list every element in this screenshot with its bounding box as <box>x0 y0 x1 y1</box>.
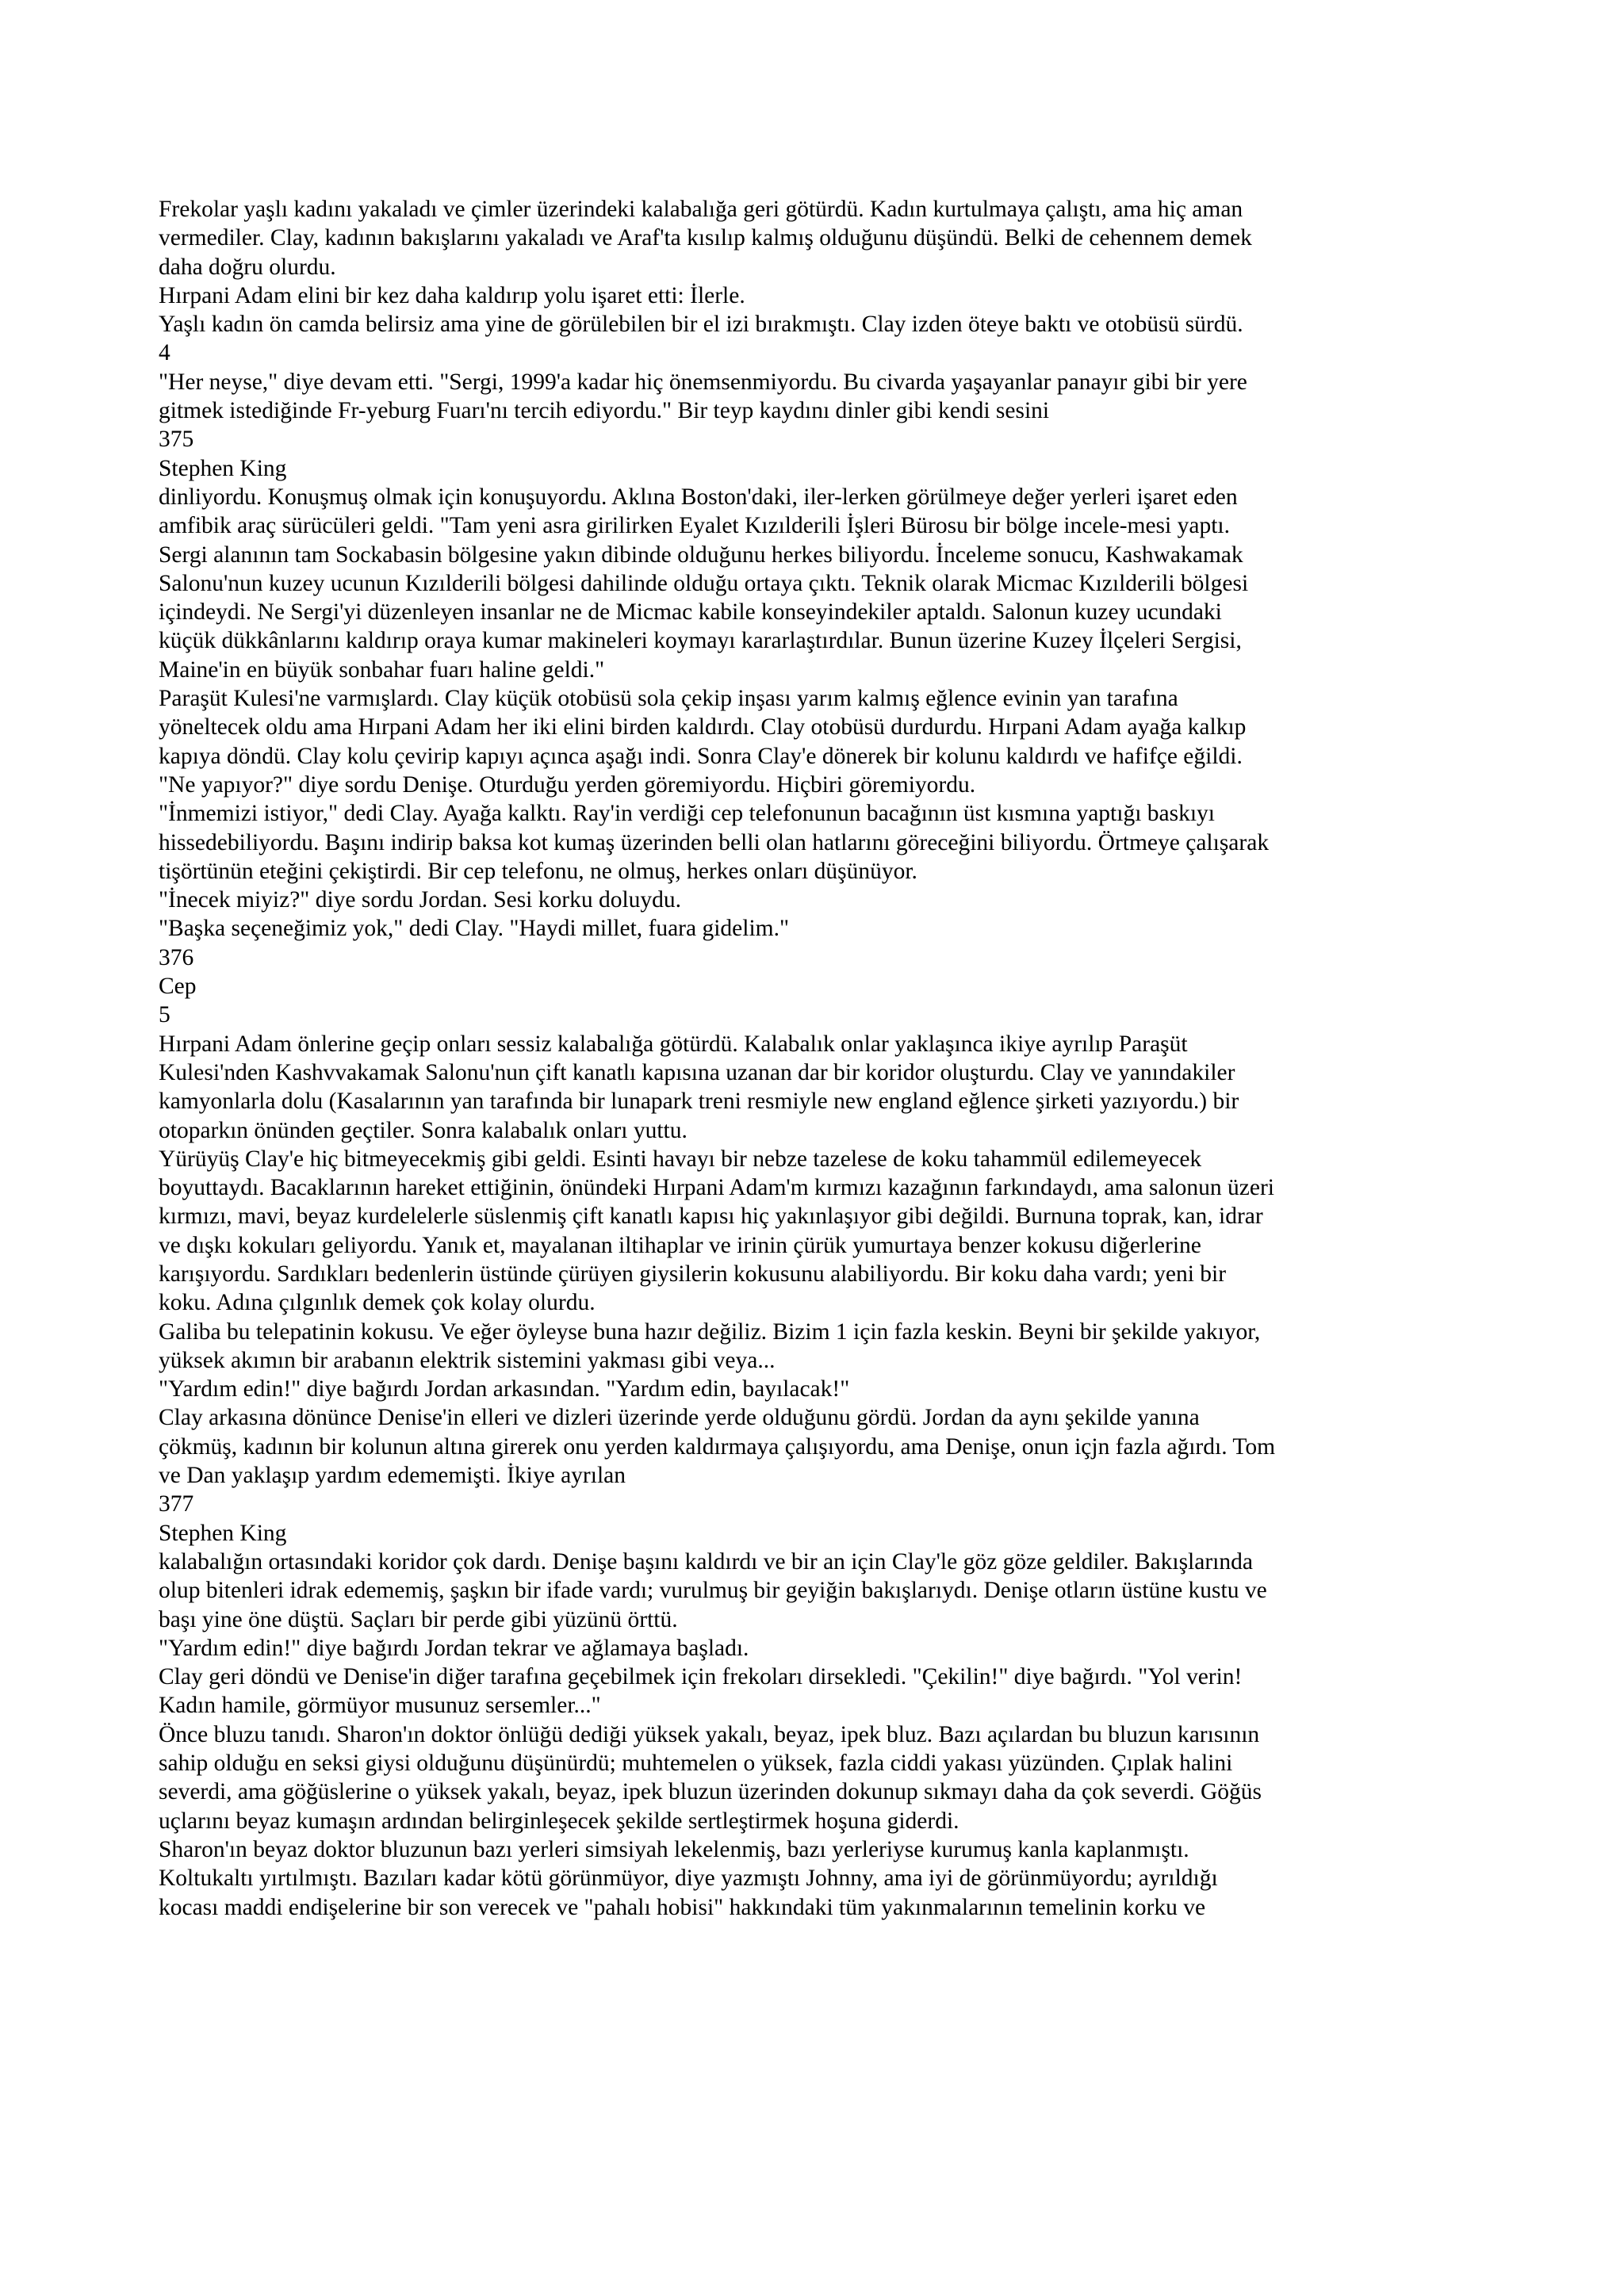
text-line: 375 <box>159 427 194 453</box>
text-line: Galiba bu telepatinin kokusu. Ve eğer öyleyse buna hazır değiliz. Bizim 1 için fazla keskin. Beyni bir şekilde yakıyor, <box>159 1318 1261 1345</box>
text-line: Kulesi'nden Kashvvakamak Salonu'nun çift kanatlı kapısına uzanan dar bir koridor oluşturdu. Clay ve yanındakiler <box>159 1059 1235 1085</box>
text-line: uçlarını beyaz kumaşın ardından belirginleşecek şekilde sertleştirmek hoşuna giderdi. <box>159 1808 959 1834</box>
text-line: olup bitenleri idrak edememiş, şaşkın bir ifade vardı; vurulmuş bir geyiğin bakışlarıydı. Denişe otların üstüne kustu ve <box>159 1578 1267 1604</box>
text-line: hissedebiliyordu. Başını indirip baksa kot kumaş üzerinden belli olan hatlarını göreceğini biliyordu. Örtmeye çalışarak <box>159 829 1270 855</box>
text-line: amfibik araç sürücüleri geldi. "Tam yeni asra girilirken Eyalet Kızılderili İşleri Bürosu bir bölge incele-mesi yaptı. <box>159 513 1230 539</box>
text-line: severdi, ama göğüslerine o yüksek yakalı, beyaz, ipek bluzun üzerinden dokunup sıkmayı daha da çok severdi. Göğüs <box>159 1779 1262 1805</box>
text-line: Kadın hamile, görmüyor musunuz sersemler..." <box>159 1693 601 1719</box>
text-line: vermediler. Clay, kadının bakışlarını yakaladı ve Araf'ta kısılıp kalmış olduğunu düşündü. Belki de cehennem demek <box>159 225 1252 251</box>
text-line: "Yardım edin!" diye bağırdı Jordan tekrar ve ağlamaya başladı. <box>159 1635 749 1661</box>
text-line: 4 <box>159 340 170 366</box>
text-line: çökmüş, kadının bir kolunun altına girerek onu yerden kaldırmaya çalışıyordu, ama Denişe, onun içjn fazla ağırdı. Tom <box>159 1433 1276 1460</box>
text-line: yöneltecek oldu ama Hırpani Adam her iki elini birden kaldırdı. Clay otobüsü durdurdu. Hırpani Adam ayağa kalkıp <box>159 714 1247 740</box>
text-line: Cep <box>159 974 197 1000</box>
text-line: boyuttaydı. Bacaklarının hareket ettiğinin, önündeki Hırpani Adam'm kırmızı kazağının farkındaydı, ama salonun üzeri <box>159 1175 1274 1201</box>
text-line: Hırpani Adam önlerine geçip onları sessiz kalabalığa götürdü. Kalabalık onlar yaklaşınca ikiye ayrılıp Paraşüt <box>159 1031 1188 1057</box>
text-line: karışıyordu. Sardıkları bedenlerin üstünde çürüyen giysilerin kokusunu alabiliyordu. Bir koku daha vardı; yeni bir <box>159 1261 1227 1287</box>
text-line: başı yine öne düştü. Saçları bir perde gibi yüzünü örttü. <box>159 1606 678 1632</box>
text-line: otoparkın önünden geçtiler. Sonra kalabalık onları yuttu. <box>159 1117 688 1143</box>
text-line: 5 <box>159 1002 170 1028</box>
text-line: "İnecek miyiz?" diye sordu Jordan. Sesi korku doluydu. <box>159 887 682 913</box>
text-line: Maine'in en büyük sonbahar fuarı haline geldi." <box>159 656 605 683</box>
text-line: içindeydi. Ne Sergi'yi düzenleyen insanlar ne de Micmac kabile konseyindekiler aptaldı. Salonun kuzey ucundaki <box>159 599 1222 626</box>
text-line: "Başka seçeneğimiz yok," dedi Clay. "Haydi millet, fuara gidelim." <box>159 916 790 942</box>
text-line: Stephen King <box>159 1520 287 1546</box>
text-line: Clay arkasına dönünce Denise'in elleri ve dizleri üzerinde yerde olduğunu gördü. Jordan da aynı şekilde yanına <box>159 1405 1200 1431</box>
text-line: Salonu'nun kuzey ucunun Kızılderili bölgesi dahilinde olduğu ortaya çıktı. Teknik olarak Micmac Kızılderili bölgesi <box>159 570 1249 596</box>
text-line: ve dışkı kokuları geliyordu. Yanık et, mayalanan iltihaplar ve irinin çürük yumurtaya benzer kokusu diğerlerine <box>159 1232 1201 1258</box>
text-line: yüksek akımın bir arabanın elektrik sistemini yakması gibi veya... <box>159 1347 776 1373</box>
text-line: Önce bluzu tanıdı. Sharon'ın doktor önlüğü dediği yüksek yakalı, beyaz, ipek bluz. Bazı açılardan bu bluzun karısının <box>159 1721 1260 1747</box>
text-line: kocası maddi endişelerine bir son verecek ve "pahalı hobisi" hakkındaki tüm yakınmalarının temelinin korku ve <box>159 1894 1206 1920</box>
text-line: 377 <box>159 1491 194 1517</box>
document-page <box>159 195 1475 1922</box>
text-line: 376 <box>159 944 194 970</box>
text-line: Stephen King <box>159 455 287 481</box>
text-line: Clay geri döndü ve Denise'in diğer tarafına geçebilmek için frekoları dirsekledi. "Çekilin!" diye bağırdı. "Yol verin! <box>159 1664 1243 1690</box>
text-line: Hırpani Adam elini bir kez daha kaldırıp yolu işaret etti: İlerle. <box>159 282 745 308</box>
text-line: "Her neyse," diye devam etti. "Sergi, 1999'a kadar hiç önemsenmiyordu. Bu civarda yaşayanlar panayır gibi bir yere <box>159 369 1247 395</box>
text-line: "İnmemizi istiyor," dedi Clay. Ayağa kalktı. Ray'in verdiği cep telefonunun bacağının üst kısmına yaptığı baskıyı <box>159 801 1215 827</box>
text-line: Paraşüt Kulesi'ne varmışlardı. Clay küçük otobüsü sola çekip inşası yarım kalmış eğlence evinin yan tarafına <box>159 686 1178 712</box>
text-line: kapıya döndü. Clay kolu çevirip kapıyı açınca aşağı indi. Sonra Clay'e dönerek bir kolunu kaldırdı ve hafifçe eğildi. <box>159 743 1243 769</box>
text-line: Yürüyüş Clay'e hiç bitmeyecekmiş gibi geldi. Esinti havayı bir nebze tazelese de koku tahammül edilemeyecek <box>159 1146 1202 1172</box>
text-line: kırmızı, mavi, beyaz kurdelelerle süslenmiş çift kanatlı kapısı hiç yakınlaşıyor gibi değildi. Burnuna toprak, kan, idrar <box>159 1203 1263 1230</box>
text-line: dinliyordu. Konuşmuş olmak için konuşuyordu. Aklına Boston'daki, iler-lerken görülmeye değer yerleri işaret eden <box>159 484 1238 510</box>
text-line: "Yardım edin!" diye bağırdı Jordan arkasından. "Yardım edin, bayılacak!" <box>159 1376 850 1402</box>
text-line: kamyonlarla dolu (Kasalarının yan tarafında bir lunapark treni resmiyle new england eğlence şirketi yazıyordu.) bir <box>159 1089 1239 1115</box>
text-line: küçük dükkânlarını kaldırıp oraya kumar makineleri koymayı kararlaştırdılar. Bunun üzerine Kuzey İlçeleri Sergisi, <box>159 628 1242 654</box>
text-line: "Ne yapıyor?" diye sordu Denişe. Oturduğu yerden göremiyordu. Hiçbiri göremiyordu. <box>159 771 976 798</box>
text-line: Sharon'ın beyaz doktor bluzunun bazı yerleri simsiyah lekelenmiş, bazı yerleriyse kurumuş kanla kaplanmıştı. <box>159 1836 1189 1862</box>
text-line: gitmek istediğinde Fr-yeburg Fuarı'nı tercih ediyordu." Bir teyp kaydını dinler gibi kendi sesini <box>159 398 1050 424</box>
text-line: Frekolar yaşlı kadını yakaladı ve çimler üzerindeki kalabalığa geri götürdü. Kadın kurtulmaya çalıştı, ama hiç aman <box>159 197 1243 222</box>
text-line: Yaşlı kadın ön camda belirsiz ama yine de görülebilen bir el izi bırakmıştı. Clay izden öteye baktı ve otobüsü sürdü. <box>159 312 1243 338</box>
text-line: Koltukaltı yırtılmıştı. Bazıları kadar kötü görünmüyor, diye yazmıştı Johnny, ama iyi de görünmüyordu; ayrıldığı <box>159 1866 1218 1892</box>
text-line: daha doğru olurdu. <box>159 254 336 280</box>
text-line: kalabalığın ortasındaki koridor çok dardı. Denişe başını kaldırdı ve bir an için Clay'le göz göze geldiler. Bakışlarında <box>159 1548 1253 1575</box>
text-line: ve Dan yaklaşıp yardım edememişti. İkiye ayrılan <box>159 1463 626 1489</box>
text-line: Sergi alanının tam Sockabasin bölgesine yakın dibinde olduğunu herkes biliyordu. İnceleme sonucu, Kashwakamak <box>159 541 1243 568</box>
text-line: tişörtünün eteğini çekiştirdi. Bir cep telefonu, ne olmuş, herkes onları düşünüyor. <box>159 858 917 884</box>
text-line: sahip olduğu en seksi giysi olduğunu düşünürdü; muhtemelen o yüksek, fazla ciddi yakası yüzünden. Çıplak halini <box>159 1751 1233 1777</box>
text-line: koku. Adına çılgınlık demek çok kolay olurdu. <box>159 1290 596 1316</box>
